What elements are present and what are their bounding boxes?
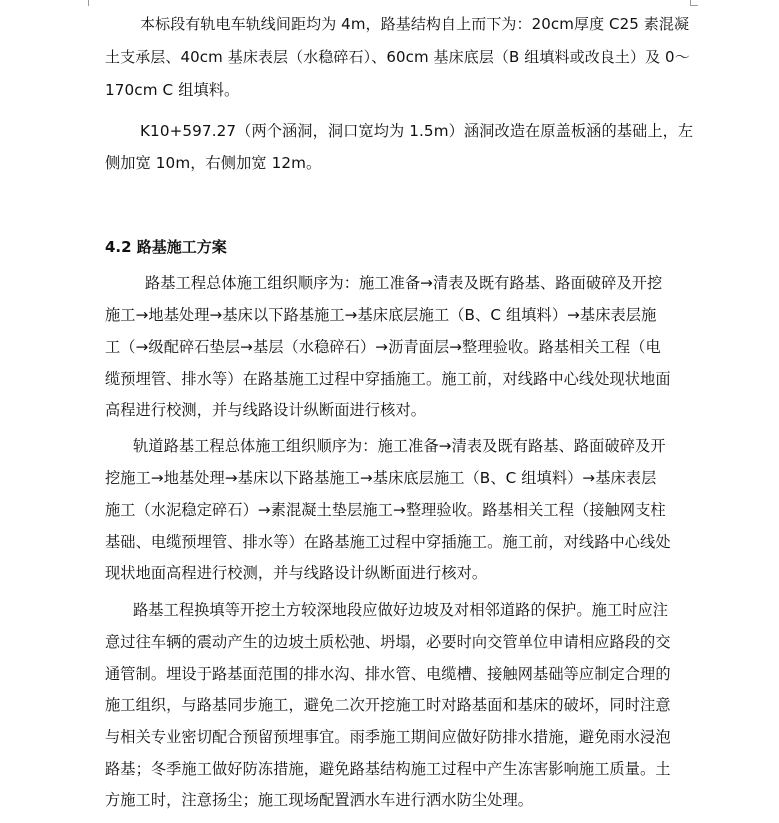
paragraph-line: 缆预埋管、排水等）在路基施工过程中穿插施工。施工前，对线路中心线处现状地面 xyxy=(105,370,671,388)
paragraph-line: 高程进行校测，并与线路设计纵断面进行核对。 xyxy=(105,401,427,419)
paragraph-line: 工（→级配碎石垫层→基层（水稳碎石）→沥青面层→整理验收。路基相关工程（电 xyxy=(105,338,661,356)
crop-mark xyxy=(88,0,89,6)
paragraph-line: 路基；冬季施工做好防冻措施，避免路基结构施工过程中产生冻害影响施工质量。土 xyxy=(105,760,671,778)
paragraph-line: 通管制。埋设于路基面范围的排水沟、排水管、电缆槽、接触网基础等应制定合理的 xyxy=(105,665,671,683)
crop-mark xyxy=(690,5,698,6)
paragraph-line: 路基工程总体施工组织顺序为：施工准备→清表及既有路基、路面破碎及开挖 xyxy=(145,274,663,292)
paragraph-line: 方施工时，注意扬尘；施工现场配置洒水车进行洒水防尘处理。 xyxy=(105,791,534,809)
section-heading: 4.2 路基施工方案 xyxy=(105,238,227,256)
paragraph-line: 土支承层、40cm 基床表层（水稳碎石）、60cm 基床底层（B 组填料或改良土）及 0～ xyxy=(105,48,690,66)
paragraph-line: 现状地面高程进行校测，并与线路设计纵断面进行核对。 xyxy=(105,564,488,582)
paragraph-line: 挖施工→地基处理→基床以下路基施工→基床底层施工（B、C 组填料）→基床表层 xyxy=(105,469,657,487)
paragraph-line: 轨道路基工程总体施工组织顺序为：施工准备→清表及既有路基、路面破碎及开 xyxy=(133,437,666,455)
paragraph-line: 路基工程换填等开挖土方较深地段应做好边坡及对相邻道路的保护。施工时应注 xyxy=(133,601,669,619)
paragraph-line: 基础、电缆预埋管、排水等）在路基施工过程中穿插施工。施工前，对线路中心线处 xyxy=(105,533,671,551)
paragraph-line: 意过往车辆的震动产生的边坡土质松弛、坍塌，必要时向交管单位申请相应路段的交 xyxy=(105,633,671,651)
paragraph-line: 施工组织，与路基同步施工，避免二次开挖施工时对路基面和基床的破坏，同时注意 xyxy=(105,696,671,714)
paragraph-line: 施工（水泥稳定碎石）→素混凝土垫层施工→整理验收。路基相关工程（接触网支柱 xyxy=(105,501,666,519)
paragraph-line: 与相关专业密切配合预留预埋事宜。雨季施工期间应做好防排水措施，避免雨水浸泡 xyxy=(105,728,671,746)
paragraph-line: 本标段有轨电车轨线间距均为 4m，路基结构自上而下为：20cm厚度 C25 素混凝 xyxy=(140,15,690,33)
paragraph-line: 侧加宽 10m，右侧加宽 12m。 xyxy=(105,154,322,172)
paragraph-line: 170cm C 组填料。 xyxy=(105,81,240,99)
paragraph-line: 施工→地基处理→基床以下路基施工→基床底层施工（B、C 组填料）→基床表层施 xyxy=(105,306,657,324)
paragraph-line: K10+597.27（两个涵洞，洞口宽均为 1.5m）涵洞改造在原盖板涵的基础上，左 xyxy=(140,122,694,140)
